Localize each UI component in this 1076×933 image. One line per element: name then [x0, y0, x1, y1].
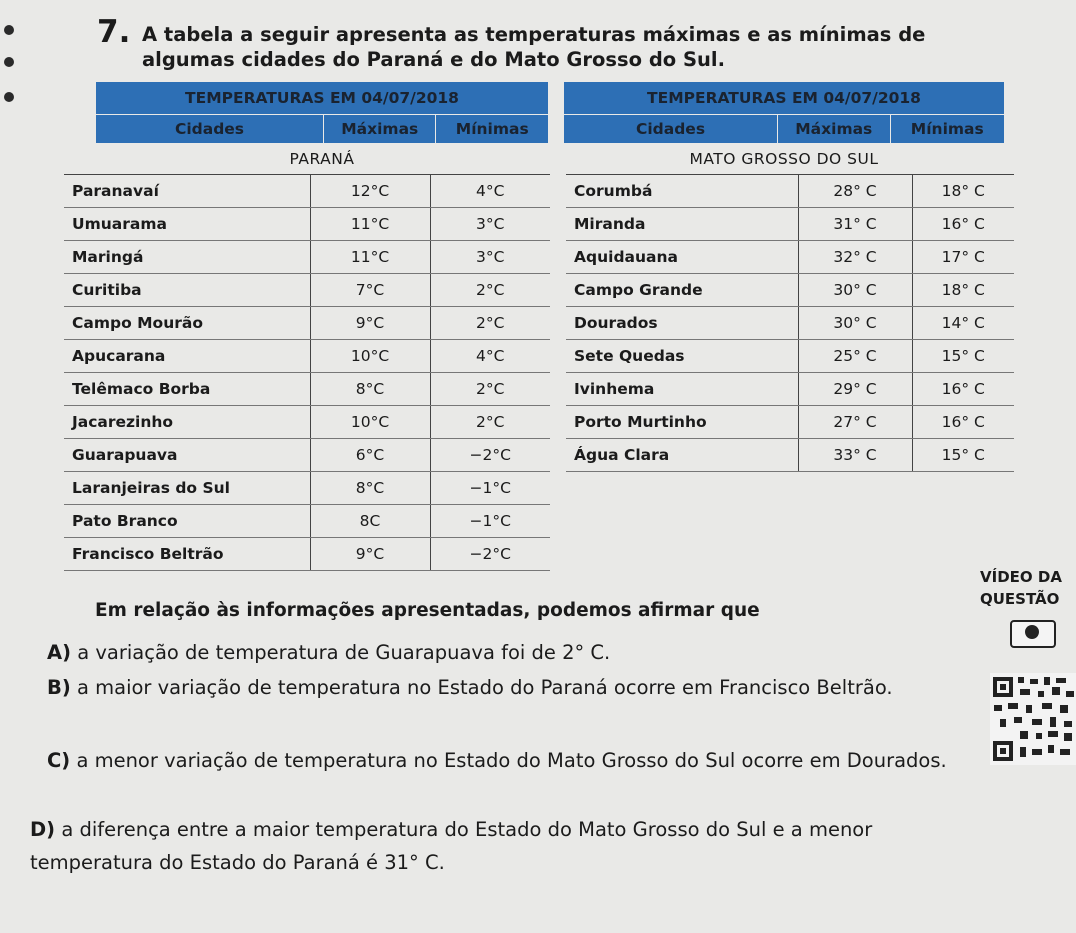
ms-cell-min: 14° C [912, 307, 1014, 340]
parana-cell-min: −1°C [430, 472, 550, 505]
ms-cell-min: 15° C [912, 439, 1014, 472]
ms-cell-city: Corumbá [566, 175, 798, 208]
option-d-letter: D) [30, 818, 56, 841]
parana-cell-min: 2°C [430, 406, 550, 439]
option-d-text: a diferença entre a maior temperatura do Estado do Mato Grosso do Sul e a menor temperatura do Estado do Paraná é 31° C. [30, 818, 873, 874]
play-icon[interactable] [1010, 620, 1056, 648]
parana-cell-min: −2°C [430, 538, 550, 571]
margin-dot-1 [4, 25, 14, 35]
parana-cell-max: 10°C [310, 340, 430, 373]
parana-cell-city: Campo Mourão [64, 307, 310, 340]
parana-row [64, 208, 550, 241]
parana-col-cities: Cidades [96, 115, 324, 143]
parana-cell-city: Paranavaí [64, 175, 310, 208]
parana-row [64, 472, 550, 505]
margin-dot-3 [4, 92, 14, 102]
ms-cell-min: 17° C [912, 241, 1014, 274]
parana-cell-max: 11°C [310, 208, 430, 241]
parana-row [64, 274, 550, 307]
parana-cell-max: 6°C [310, 439, 430, 472]
ms-cell-max: 28° C [798, 175, 912, 208]
ms-cell-min: 16° C [912, 208, 1014, 241]
ms-cell-city: Dourados [566, 307, 798, 340]
option-d[interactable] [30, 813, 960, 879]
ms-cell-city: Água Clara [566, 439, 798, 472]
ms-cell-max: 30° C [798, 274, 912, 307]
parana-cell-max: 9°C [310, 538, 430, 571]
parana-row [64, 175, 550, 208]
parana-col-max: Máximas [324, 115, 437, 143]
parana-cell-max: 11°C [310, 241, 430, 274]
parana-header-title: TEMPERATURAS EM 04/07/2018 [96, 82, 548, 115]
parana-cell-city: Francisco Beltrão [64, 538, 310, 571]
parana-row [64, 406, 550, 439]
ms-table [566, 174, 1014, 472]
question-title: A tabela a seguir apresenta as temperaturas máximas e as mínimas de algumas cidades do Paraná e do Mato Grosso do Sul. [142, 23, 926, 71]
parana-cell-max: 8°C [310, 472, 430, 505]
option-c-letter: C) [47, 749, 71, 772]
ms-cell-max: 30° C [798, 307, 912, 340]
ms-col-max: Máximas [778, 115, 890, 143]
ms-cell-city: Sete Quedas [566, 340, 798, 373]
parana-cell-city: Jacarezinho [64, 406, 310, 439]
parana-row [64, 373, 550, 406]
ms-row [566, 340, 1014, 373]
parana-cell-max: 9°C [310, 307, 430, 340]
ms-cell-max: 31° C [798, 208, 912, 241]
parana-cell-city: Maringá [64, 241, 310, 274]
ms-cell-city: Miranda [566, 208, 798, 241]
parana-cell-max: 12°C [310, 175, 430, 208]
question-number: 7. [97, 14, 131, 50]
parana-row [64, 505, 550, 538]
ms-cell-min: 18° C [912, 274, 1014, 307]
ms-cell-min: 15° C [912, 340, 1014, 373]
question-prompt: Em relação às informações apresentadas, podemos afirmar que [95, 600, 760, 621]
ms-row [566, 175, 1014, 208]
margin-dot-2 [4, 57, 14, 67]
video-label[interactable] [980, 566, 1062, 610]
ms-cell-city: Aquidauana [566, 241, 798, 274]
parana-row [64, 340, 550, 373]
parana-row [64, 307, 550, 340]
option-a[interactable] [47, 636, 967, 669]
ms-row [566, 274, 1014, 307]
parana-cell-min: −1°C [430, 505, 550, 538]
parana-cell-city: Guarapuava [64, 439, 310, 472]
ms-row [566, 208, 1014, 241]
parana-row [64, 439, 550, 472]
parana-cell-city: Umuarama [64, 208, 310, 241]
parana-col-min: Mínimas [455, 120, 529, 138]
parana-state-label: PARANÁ [289, 150, 355, 168]
parana-cell-min: 4°C [430, 175, 550, 208]
option-a-letter: A) [47, 641, 72, 664]
video-label-line2: QUESTÃO [980, 590, 1060, 608]
ms-cell-city: Ivinhema [566, 373, 798, 406]
ms-row [566, 373, 1014, 406]
ms-header-title: TEMPERATURAS EM 04/07/2018 [564, 82, 1004, 115]
parana-cell-city: Pato Branco [64, 505, 310, 538]
video-label-line1: VÍDEO DA [980, 568, 1062, 586]
parana-cell-min: 2°C [430, 274, 550, 307]
ms-cell-city: Porto Murtinho [566, 406, 798, 439]
parana-cell-city: Apucarana [64, 340, 310, 373]
parana-cell-min: 2°C [430, 307, 550, 340]
option-b-letter: B) [47, 676, 71, 699]
ms-cell-max: 33° C [798, 439, 912, 472]
ms-row [566, 406, 1014, 439]
parana-table-header [96, 82, 548, 143]
parana-cell-city: Curitiba [64, 274, 310, 307]
parana-row [64, 241, 550, 274]
parana-cell-max: 8C [310, 505, 430, 538]
ms-table-header [564, 82, 1004, 143]
parana-cell-city: Telêmaco Borba [64, 373, 310, 406]
parana-cell-max: 8°C [310, 373, 430, 406]
ms-row [566, 307, 1014, 340]
option-a-text: a variação de temperatura de Guarapuava foi de 2° C. [77, 641, 611, 664]
parana-cell-max: 7°C [310, 274, 430, 307]
ms-cell-max: 32° C [798, 241, 912, 274]
ms-cell-max: 29° C [798, 373, 912, 406]
ms-col-cities: Cidades [564, 115, 778, 143]
parana-cell-max: 10°C [310, 406, 430, 439]
parana-cell-min: 2°C [430, 373, 550, 406]
ms-cell-min: 16° C [912, 406, 1014, 439]
ms-row [566, 439, 1014, 472]
parana-cell-city: Laranjeiras do Sul [64, 472, 310, 505]
ms-state-label: MATO GROSSO DO SUL [689, 150, 879, 168]
ms-cell-min: 16° C [912, 373, 1014, 406]
parana-row [64, 538, 550, 571]
ms-cell-max: 27° C [798, 406, 912, 439]
ms-row [566, 241, 1014, 274]
option-b-text: a maior variação de temperatura no Estado do Paraná ocorre em Francisco Beltrão. [76, 676, 893, 699]
ms-cell-min: 18° C [912, 175, 1014, 208]
parana-cell-min: 3°C [430, 208, 550, 241]
parana-cell-min: 3°C [430, 241, 550, 274]
option-c[interactable] [47, 744, 977, 777]
parana-table [64, 174, 550, 571]
parana-cell-min: 4°C [430, 340, 550, 373]
qr-code-icon[interactable] [990, 673, 1076, 765]
option-c-text: a menor variação de temperatura no Estado do Mato Grosso do Sul ocorre em Dourados. [76, 749, 947, 772]
ms-col-min: Mínimas [910, 120, 984, 138]
ms-cell-city: Campo Grande [566, 274, 798, 307]
ms-cell-max: 25° C [798, 340, 912, 373]
option-b[interactable] [47, 671, 972, 704]
parana-cell-min: −2°C [430, 439, 550, 472]
